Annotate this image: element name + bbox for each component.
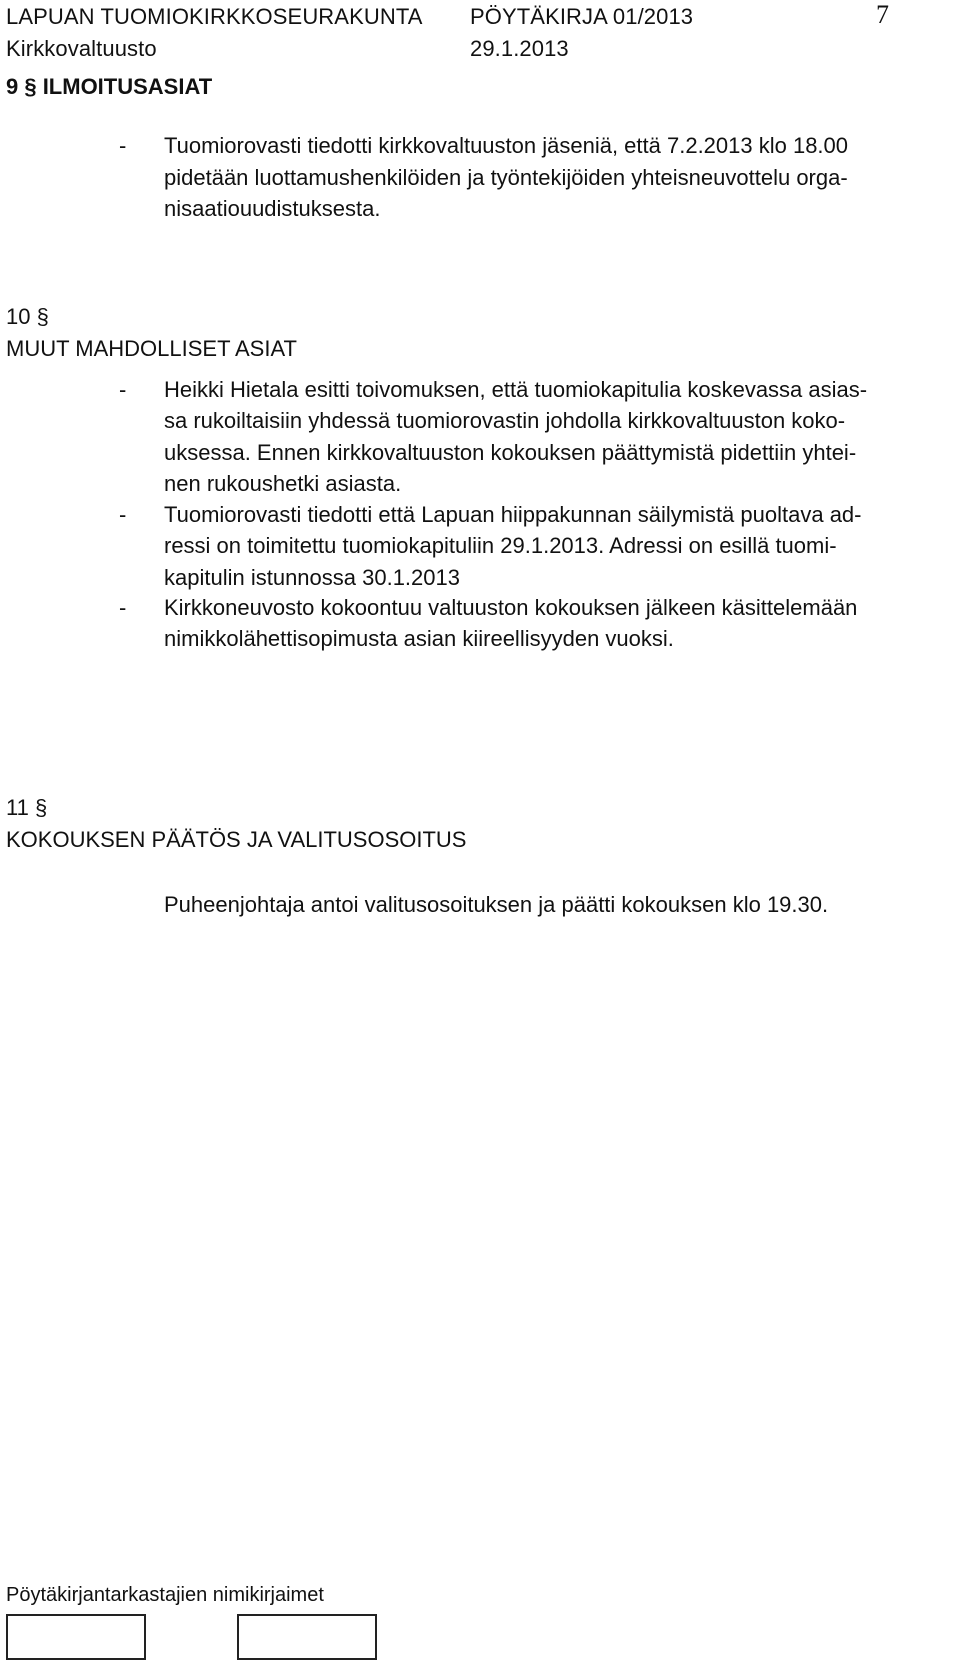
- list-bullet: -: [119, 502, 127, 527]
- page-number: 7: [876, 0, 889, 29]
- list-item-line: sa rukoiltaisiin yhdessä tuomiorovastin johdolla kirkkovaltuuston koko-: [164, 408, 846, 434]
- section-10-title: MUUT MAHDOLLISET ASIAT: [6, 336, 297, 361]
- section-11-title: KOKOUKSEN PÄÄTÖS JA VALITUSOSOITUS: [6, 827, 467, 852]
- list-item-line: ressi on toimitettu tuomiokapituliin 29.1.2013. Adressi on esillä tuomi-: [164, 533, 837, 559]
- section-9-title: 9 § ILMOITUSASIAT: [6, 74, 213, 99]
- section-11-number: 11 §: [6, 795, 48, 820]
- list-bullet: -: [119, 133, 127, 158]
- list-item-line: nen rukoushetki asiasta.: [164, 470, 402, 496]
- list-item-line: uksessa. Ennen kirkkovaltuuston kokouksen päättymistä pidettiin yhtei-: [164, 439, 857, 465]
- section-11-text: Puheenjohtaja antoi valitusosoituksen ja päätti kokouksen klo 19.30.: [164, 892, 829, 917]
- list-bullet: -: [119, 377, 127, 402]
- header-doc: PÖYTÄKIRJA 01/2013: [470, 4, 694, 29]
- header-org: LAPUAN TUOMIOKIRKKOSEURAKUNTA: [6, 4, 423, 29]
- list-item-line: Tuomiorovasti tiedotti kirkkovaltuuston jäseniä, että 7.2.2013 klo 18.00: [164, 133, 849, 158]
- list-item-line: nisaatiouudistuksesta.: [164, 196, 381, 221]
- list-bullet: -: [119, 595, 127, 620]
- list-item-line: kapitulin istunnossa 30.1.2013: [164, 564, 460, 590]
- list-item-line: nimikkolähettisopimusta asian kiireellisyyden vuoksi.: [164, 626, 674, 652]
- list-item-line: Tuomiorovasti tiedotti että Lapuan hiippakunnan säilymistä puoltava ad-: [164, 502, 862, 527]
- footer-label: Pöytäkirjantarkastajien nimikirjaimet: [6, 1584, 324, 1606]
- initials-box-2[interactable]: [237, 1614, 377, 1660]
- initials-box-1[interactable]: [6, 1614, 146, 1660]
- header-body: Kirkkovaltuusto: [6, 36, 157, 61]
- section-10-number: 10 §: [6, 304, 49, 329]
- list-item-line: Heikki Hietala esitti toivomuksen, että tuomiokapitulia koskevassa asias-: [164, 377, 868, 402]
- header-date: 29.1.2013: [470, 36, 569, 61]
- list-item-line: pidetään luottamushenkilöiden ja työntekijöiden yhteisneuvottelu orga-: [164, 164, 848, 190]
- list-item-line: Kirkkoneuvosto kokoontuu valtuuston kokouksen jälkeen käsittelemään: [164, 595, 858, 620]
